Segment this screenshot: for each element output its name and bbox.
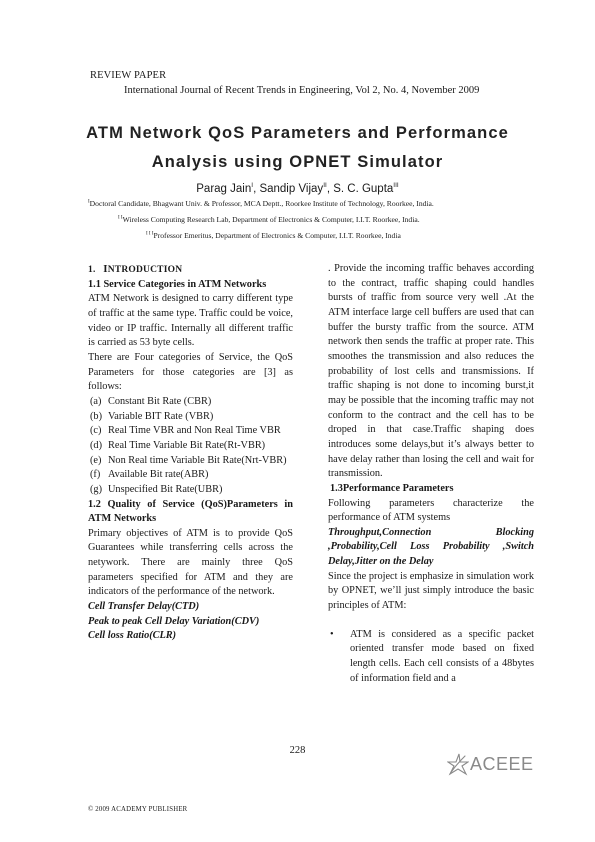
list-item-text: Unspecified Bit Rate(UBR)	[108, 483, 223, 495]
qos-parameter-clr: Cell loss Ratio(CLR)	[88, 630, 177, 642]
section-1-heading	[88, 262, 293, 278]
logo-text: ACEEE	[470, 753, 534, 774]
paper-title-line-1: ATM Network QoS Parameters and Performance	[86, 124, 509, 142]
list-item	[88, 439, 293, 454]
paper-type-label: REVIEW PAPER	[90, 70, 167, 81]
author-2: , Sandip Vijay	[253, 182, 324, 195]
journal-header: International Journal of Recent Trends in Engineering, Vol 2, No. 4, November 2009	[124, 85, 480, 96]
list-item-text: Constant Bit Rate (CBR)	[108, 395, 212, 407]
list-item-label: (g)	[90, 483, 103, 495]
paragraph-performance-intro: Following parameters characterize the performance of ATM systems	[328, 497, 534, 524]
paragraph-service-categories: There are Four categories of Service, the QoS Parameters for those categories are [3] as follows:	[88, 351, 293, 393]
list-item-text: Variable BIT Rate (VBR)	[108, 410, 214, 422]
list-item-label: (d)	[90, 439, 103, 451]
list-item	[88, 483, 293, 498]
list-item-label: (f)	[90, 469, 101, 481]
subsection-1-1-heading: 1.1 Service Categories in ATM Networks	[88, 278, 267, 290]
author-3: , S. C. Gupta	[326, 182, 394, 195]
paper-title-line-2: Analysis using OPNET Simulator	[151, 153, 444, 171]
list-item	[328, 628, 534, 687]
list-item-label: (a)	[90, 395, 102, 407]
list-item-label: (e)	[90, 454, 102, 466]
bullet-icon: •	[330, 628, 334, 640]
paragraph-traffic-shaping: . Provide the incoming traffic behaves according to the contract, traffic shaping could handles bursts of traffic from source very well .At the ATM interface large cell buffers are used that can buffer the bursty traffic from the source. ATM network then sends the traffic at proper rate. This smoothes the transmission and also reduces the probability of lost cells and transmissions. If traffic shaping is not done to incoming burst,it may be possible that the incoming traffic may not conform to the contract and the cell has to be droped in that case.Traffic shaping does introduces some delays,but it’s always better to have delay rather than losing the cell and wait for transmission.	[328, 263, 534, 480]
qos-parameter-cdv: Peak to peak Cell Delay Variation(CDV)	[88, 615, 260, 627]
affiliation-1-text: Doctoral Candidate, Bhagwant Univ. & Professor, MCA Deptt., Roorkee Institute of Technology, Roorkee, India.	[89, 199, 434, 208]
performance-parameter-list: Throughput,Connection Blocking ,Probability,Cell Loss Probability ,Switch Delay,Jitter on the Delay	[328, 526, 534, 568]
affiliation-2-text: Wireless Computing Research Lab, Department of Electronics & Computer, I.I.T. Roorkee, India.	[122, 215, 420, 224]
right-column	[328, 262, 534, 686]
author-1-mark: I	[251, 182, 254, 189]
list-item-text: Available Bit rate(ABR)	[108, 469, 209, 481]
paragraph-qos-objectives: Primary objectives of ATM is to provide QoS Guarantees while transferring cells across the netywork. There are mainly three QoS parameters specified for ATM and they are indicators of the performance of the network.	[88, 527, 293, 598]
list-item-text: Non Real time Variable Bit Rate(Nrt-VBR)	[108, 454, 287, 466]
star-icon	[447, 752, 469, 776]
author-1: Parag Jain	[196, 182, 252, 195]
list-item-label: (b)	[90, 410, 103, 422]
list-item-text: Real Time VBR and Non Real Time VBR	[108, 425, 281, 437]
paragraph-atm-traffic: ATM Network is designed to carry different type of traffic at the same type. Traffic could be voice, video or IP traffic. Internally all different traffic is carried as 53 byte cells.	[88, 293, 293, 349]
affiliation-2	[118, 215, 420, 224]
author-list	[40, 182, 555, 195]
subsection-1-3-heading: 1.3Performance Parameters	[330, 482, 454, 494]
affiliation-2-mark: I I	[118, 215, 123, 221]
author-3-mark: III	[393, 182, 399, 189]
author-2-mark: II	[323, 182, 327, 189]
section-1-title: NTRODUCTION	[107, 265, 183, 275]
affiliation-3	[146, 231, 401, 240]
section-1-number: 1.	[88, 265, 96, 275]
copyright-footer: © 2009 ACADEMY PUBLISHER	[88, 806, 188, 813]
list-item	[88, 454, 293, 469]
list-item-text: Real Time Variable Bit Rate(Rt-VBR)	[108, 439, 266, 451]
list-item	[88, 395, 293, 410]
left-column	[88, 262, 293, 644]
page-number: 228	[289, 745, 306, 756]
list-item-label: (c)	[90, 425, 102, 437]
subsection-1-2-heading: 1.2 Quality of Service (QoS)Parameters in ATM Networks	[88, 498, 293, 525]
publisher-logo	[447, 752, 534, 776]
list-item	[88, 468, 293, 483]
list-item	[88, 410, 293, 425]
affiliation-1-mark: I	[88, 199, 90, 205]
affiliation-1	[88, 199, 434, 208]
section-1-initial: I	[103, 263, 108, 275]
affiliation-3-text: Professor Emeritus, Department of Electronics & Computer, I.I.T. Roorkee, India	[153, 231, 401, 240]
list-item	[88, 424, 293, 439]
qos-parameter-ctd: Cell Transfer Delay(CTD)	[88, 601, 200, 613]
list-item-text: ATM is considered as a specific packet oriented transfer mode based on fixed length cells. Each cell consists of a 48bytes of information field and a	[350, 628, 534, 684]
paragraph-opnet-intro: Since the project is emphasize in simulation work by OPNET, we’ll just simply introduce the basic principles of ATM:	[328, 570, 534, 612]
service-category-list	[88, 395, 293, 498]
affiliation-3-mark: I I I	[146, 231, 154, 237]
